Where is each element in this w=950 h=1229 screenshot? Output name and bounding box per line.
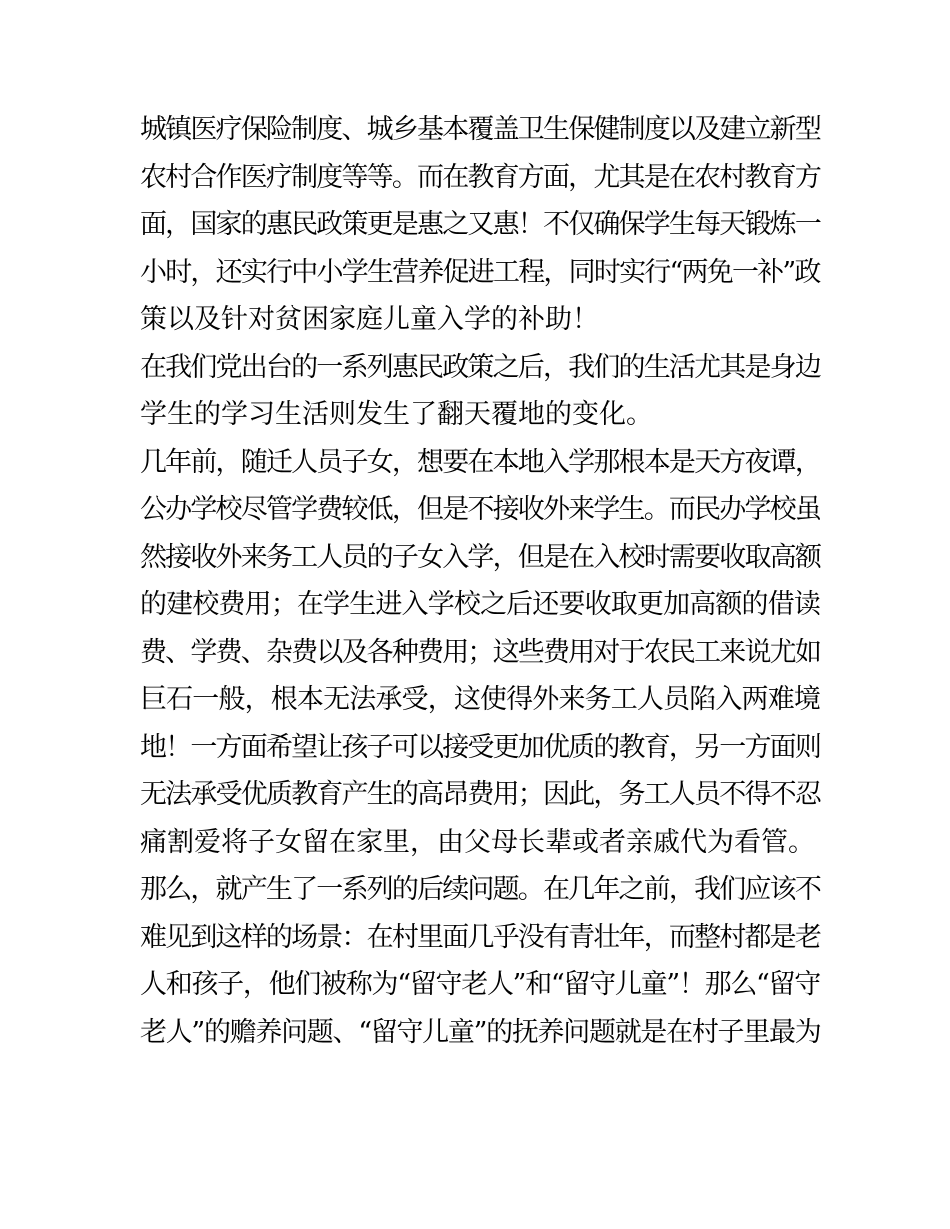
- text-line: 在我们党出台的一系列惠民政策之后，我们的生活尤其是身边: [140, 351, 820, 383]
- text-line: 小时，还实行中小学生营养促进工程，同时实行“两免一补”政: [140, 256, 820, 288]
- text-line: 难见到这样的场景：在村里面几乎没有青壮年，而整村都是老: [140, 921, 820, 953]
- text-line: 学生的学习生活则发生了翻天覆地的变化。: [140, 399, 653, 430]
- text-line: 然接收外来务工人员的子女入学，但是在入校时需要收取高额: [140, 541, 820, 573]
- text-line: 几年前，随迁人员子女，想要在本地入学那根本是天方夜谭，: [140, 446, 820, 478]
- text-line: 老人”的赡养问题、“留守儿童”的抚养问题就是在村子里最为: [140, 1016, 821, 1048]
- text-line: 巨石一般，根本无法承受，这使得外来务工人员陷入两难境: [140, 684, 820, 715]
- text-line: 城镇医疗保险制度、城乡基本覆盖卫生保健制度以及建立新型: [140, 114, 820, 145]
- text-line: 策以及针对贫困家庭儿童入学的补助！: [140, 304, 599, 335]
- text-line: 农村合作医疗制度等等。而在教育方面，尤其是在农村教育方: [140, 161, 820, 193]
- text-line: 的建校费用；在学生进入学校之后还要收取更加高额的借读: [140, 589, 820, 620]
- text-line: 费、学费、杂费以及各种费用；这些费用对于农民工来说尤如: [140, 636, 820, 668]
- text-line: 痛割爱将子女留在家里，由父母长辈或者亲戚代为看管。: [140, 826, 815, 858]
- text-line: 那么，就产生了一系列的后续问题。在几年之前，我们应该不: [140, 874, 820, 905]
- text-line: 人和孩子，他们被称为“留守老人”和“留守儿童”！那么“留守: [140, 969, 821, 1000]
- text-line: 面，国家的惠民政策更是惠之又惠！不仅确保学生每天锻炼一: [140, 209, 820, 240]
- text-line: 地！一方面希望让孩子可以接受更加优质的教育，另一方面则: [140, 731, 820, 763]
- body-text: [140, 106, 820, 1056]
- text-line: 公办学校尽管学费较低，但是不接收外来学生。而民办学校虽: [140, 494, 820, 525]
- text-line: 无法承受优质教育产生的高昂费用；因此，务工人员不得不忍: [140, 779, 820, 810]
